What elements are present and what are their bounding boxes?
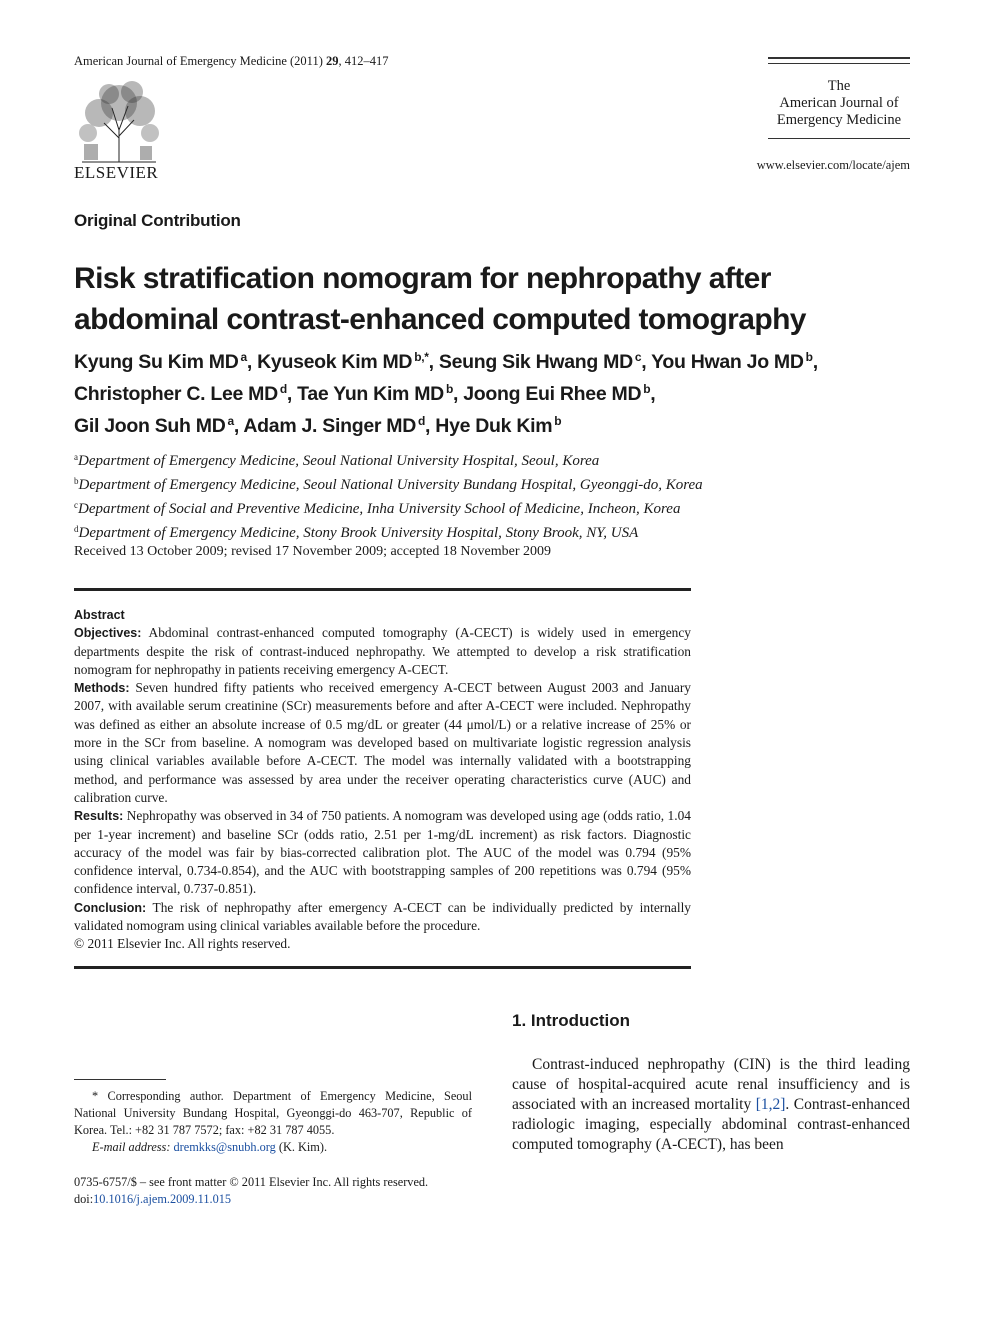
citation-volume: 29 xyxy=(326,54,339,68)
author: Kyuseok Kim MD $^{b,*}$, xyxy=(257,350,439,373)
abstract-rule-top xyxy=(74,588,691,591)
corresponding-author-footnote xyxy=(74,1088,472,1156)
author: Gil Joon Suh MD $^a$, xyxy=(74,414,244,437)
journal-name-line: American Journal of xyxy=(779,95,899,111)
author: Kyung Su Kim MD $^a$, xyxy=(74,350,258,373)
doi-line: doi:10.1016/j.ajem.2009.11.015 xyxy=(74,1192,232,1206)
abstract-results: Results: Nephropathy was observed in 34 of 750 patients. A nomogram was developed using age (odds ratio, 1.04 per 1-year increment) and baseline SCr (odds ratio, 2.51 per 1-mg/dL increment) as risk factors. Diagnostic accuracy of the model was fair by bias-corrected calibration plot. The AUC of the model was 0.794 (95% confidence interval, 0.734-0.854), and the AUC with bootstrapping samples of 200 repetitions was 0.794 (95% confidence interval, 0.737-0.851). xyxy=(74,808,691,897)
elsevier-tree-logo xyxy=(74,78,164,164)
email-line: E-mail address: dremkks@snubh.org (K. Kim). xyxy=(92,1140,328,1154)
author: Tae Yun Kim MD $^b$, xyxy=(297,382,464,405)
author: Hye Duk Kim $^b$ xyxy=(435,414,562,437)
masthead-rule-bottom xyxy=(768,138,910,139)
abstract-methods: Methods: Seven hundred fifty patients who received emergency A-CECT between August 2003 and January 2007, with available serum creatinine (SCr) measurements before and after A-CECT were included. Nephropathy was defined as either an absolute increase of 0.5 mg/dL or greater (44 μmol/L) or a relative increase of 25% or more in the SCr from baseline. A nomogram was developed based on multivariate logistic regression analysis using clinical variables available before A-CECT. The model was internally validated with a bootstrapping method, and performance was assessed by area under the receiver operating characteristics curve (AUC) and calibration curve. xyxy=(74,680,691,805)
author: Christopher C. Lee MD $^d$, xyxy=(74,382,298,405)
abstract-heading: Abstract xyxy=(74,608,125,622)
introduction-heading: 1. Introduction xyxy=(512,1011,631,1030)
masthead-rule xyxy=(768,57,910,59)
journal-name-line: Emergency Medicine xyxy=(776,112,902,128)
abstract-rule-bottom xyxy=(74,966,691,969)
affiliation: $^d$Department of Emergency Medicine, Stony Brook University Hospital, Stony Brook, NY, USA xyxy=(74,524,639,541)
citation-prefix: American Journal of Emergency Medicine (2011) xyxy=(74,54,326,68)
masthead-rule-thin xyxy=(768,63,910,64)
section-label: Original Contribution xyxy=(74,211,241,230)
journal-masthead xyxy=(768,78,910,129)
introduction-text: Contrast-induced nephropathy (CIN) is the third leading cause of hospital-acquired acute renal insufficiency and is associated with an increased mortality [1,2]. Contrast-enhanced radiologic imaging, especially abdominal contrast-enhanced computed tomography (A-CECT), has been xyxy=(512,1056,910,1153)
elsevier-wordmark: ELSEVIER xyxy=(74,163,159,182)
author-list xyxy=(74,344,924,440)
journal-masthead-rules xyxy=(768,57,910,68)
author: Joong Eui Rhee MD $^b$, xyxy=(463,382,656,405)
abstract-copyright: © 2011 Elsevier Inc. All rights reserved. xyxy=(74,936,291,952)
abstract xyxy=(74,606,691,954)
article-history: Received 13 October 2009; revised 17 November 2009; accepted 18 November 2009 xyxy=(74,544,552,559)
journal-url-link[interactable]: www.elsevier.com/locate/ajem xyxy=(756,158,910,172)
email-link[interactable]: dremkks@snubh.org xyxy=(173,1140,276,1154)
doi-link[interactable]: 10.1016/j.ajem.2009.11.015 xyxy=(93,1192,232,1206)
abstract-conclusion: Conclusion: The risk of nephropathy after emergency A-CECT can be individually predicted by internally validated nomogram using clinical variables available before the procedure. xyxy=(74,899,691,934)
affiliation-list xyxy=(74,447,914,543)
journal-name-line: The xyxy=(827,78,851,94)
footnote-rule xyxy=(74,1079,166,1080)
author: Adam J. Singer MD $^d$, xyxy=(243,414,436,437)
issn-line: 0735-6757/$ – see front matter © 2011 Elsevier Inc. All rights reserved. xyxy=(74,1175,429,1189)
reference-link[interactable]: [1,2] xyxy=(755,1096,786,1113)
article-title: Risk stratification nomogram for nephropathy after abdominal contrast-enhanced computed tomography xyxy=(74,262,806,336)
author: You Hwan Jo MD $^b$, xyxy=(651,350,818,373)
affiliation: $^c$Department of Social and Preventive Medicine, Inha University School of Medicine, Incheon, Korea xyxy=(74,500,681,517)
affiliation: $^b$Department of Emergency Medicine, Seoul National University Bundang Hospital, Gyeonggi-do, Korea xyxy=(74,476,703,493)
abstract-objectives: Objectives: Abdominal contrast-enhanced computed tomography (A-CECT) is widely used in emergency departments despite the risk of contrast-induced nephropathy. We attempted to develop a risk stratification nomogram for nephropathy in patients receiving emergency A-CECT. xyxy=(74,625,691,677)
journal-citation xyxy=(74,54,389,69)
citation-pages: , 412–417 xyxy=(338,54,389,68)
author: Seung Sik Hwang MD $^c$, xyxy=(438,350,652,373)
corresponding-author-text: * Corresponding author. Department of Emergency Medicine, Seoul National University Bundang Hospital, Gyeonggi-do 463-707, Republic of Korea. Tel.: +82 31 787 7572; fax: +82 31 787 4055. xyxy=(74,1089,472,1137)
affiliation: $^a$Department of Emergency Medicine, Seoul National University Hospital, Seoul, Korea xyxy=(74,452,600,469)
front-matter xyxy=(74,1174,494,1208)
